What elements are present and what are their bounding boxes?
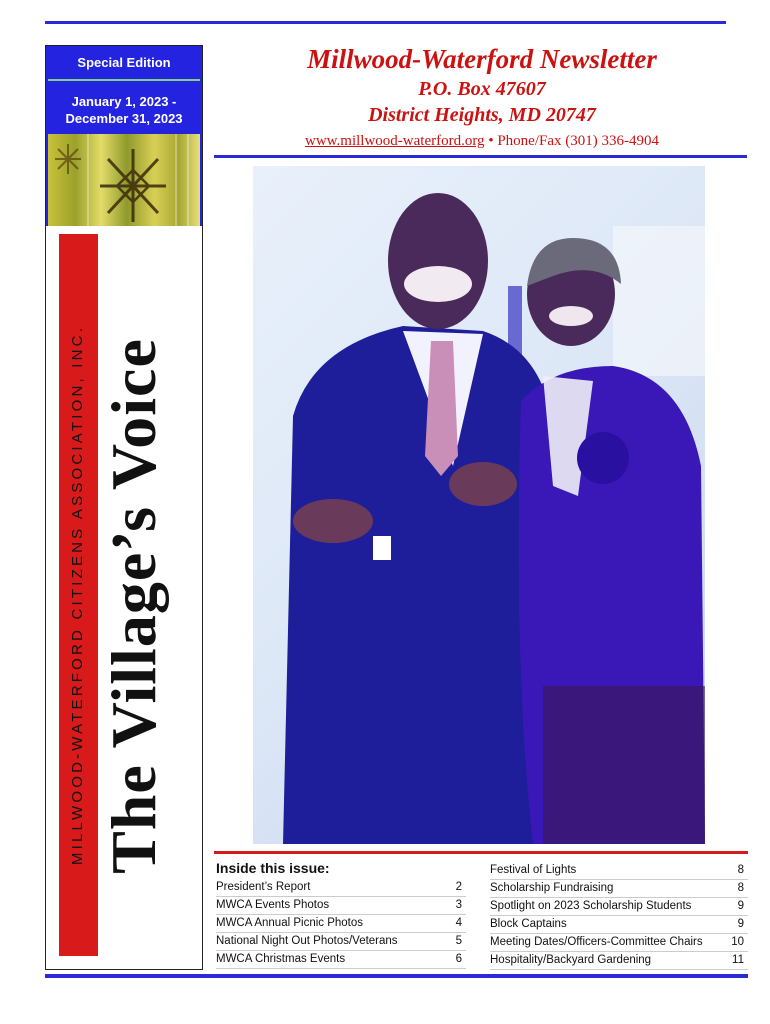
toc-row[interactable] [490, 916, 748, 934]
toc-page: 3 [455, 899, 462, 911]
website-link[interactable]: www.millwood-waterford.org [305, 133, 485, 149]
toc-title: Block Captains [490, 918, 567, 930]
special-edition-label: Special Edition [77, 55, 171, 70]
phone-fax: Phone/Fax (301) 336-4904 [497, 133, 659, 149]
left-sidebar [45, 45, 203, 970]
address-line-1: P.O. Box 47607 [418, 78, 546, 100]
toc-page: 5 [455, 935, 462, 947]
toc-row[interactable] [490, 862, 748, 880]
toc-page: 10 [731, 936, 744, 948]
toc-title: MWCA Annual Picnic Photos [216, 917, 364, 929]
toc-left-column [216, 879, 466, 969]
cover-photo [253, 166, 705, 844]
edition-dates: January 1, 2023 - December 31, 2023 [65, 94, 183, 126]
cover-photo-icon [253, 166, 705, 844]
edition-box [46, 46, 202, 226]
toc-page: 4 [455, 917, 462, 929]
toc-page: 9 [737, 900, 744, 912]
toc-row[interactable] [490, 880, 748, 898]
bottom-rule [45, 974, 748, 978]
toc-title: Hospitality/Backyard Gardening [490, 954, 652, 966]
toc-row[interactable] [490, 934, 748, 952]
toc-title: MWCA Events Photos [216, 899, 330, 911]
newsletter-title: Millwood-Waterford Newsletter [307, 44, 657, 74]
toc-page: 6 [455, 953, 462, 965]
toc-page: 8 [737, 882, 744, 894]
edition-divider [48, 79, 200, 81]
toc-title: Scholarship Fundraising [490, 882, 614, 894]
masthead-rule [214, 155, 747, 158]
address-line-2: District Heights, MD 20747 [368, 104, 596, 126]
toc-title: Festival of Lights [490, 864, 577, 876]
toc-title: National Night Out Photos/Veterans [216, 935, 398, 947]
toc-title: Meeting Dates/Officers-Committee Chairs [490, 936, 703, 948]
toc-row[interactable] [216, 951, 466, 969]
toc-title: President’s Report [216, 881, 311, 893]
newsletter-nameplate: The Village’s Voice [98, 338, 169, 874]
snowflake-icon [48, 134, 200, 226]
toc-page: 8 [737, 864, 744, 876]
toc-row[interactable] [216, 915, 466, 933]
toc-title: MWCA Christmas Events [216, 953, 346, 965]
toc-rule [214, 851, 748, 854]
contact-separator: • [484, 133, 498, 149]
toc-title: Spotlight on 2023 Scholarship Students [490, 900, 692, 912]
association-name: MILLWOOD-WATERFORD CITIZENS ASSOCIATION, INC. [69, 324, 86, 866]
toc-page: 2 [455, 881, 462, 893]
toc-row[interactable] [490, 952, 748, 970]
snowflake-image [48, 134, 200, 226]
toc-row[interactable] [490, 898, 748, 916]
toc-right-column [490, 862, 748, 970]
toc-row[interactable] [216, 897, 466, 915]
toc-page: 9 [737, 918, 744, 930]
toc-row[interactable] [216, 933, 466, 951]
top-rule [45, 21, 726, 24]
toc-heading: Inside this issue: [216, 860, 330, 876]
toc-row[interactable] [216, 879, 466, 897]
contact-line [212, 133, 752, 150]
toc-page: 11 [732, 954, 744, 966]
